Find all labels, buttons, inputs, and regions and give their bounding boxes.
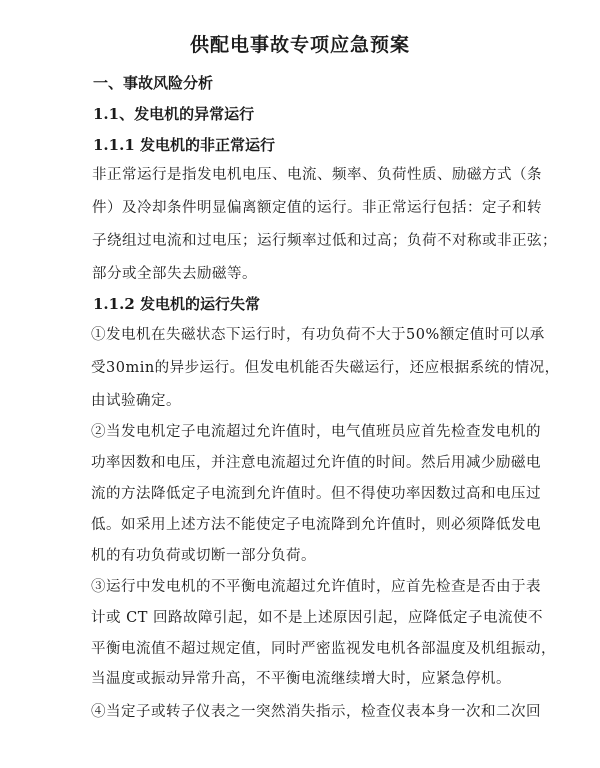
paragraph-2-line-3: 由试验确定。 <box>91 393 181 409</box>
paragraph-1-line-1: 非正常运行是指发电机电压、电流、频率、负荷性质、励磁方式（条 <box>92 167 542 183</box>
section-heading-1-1-2: 1.1.2 发电机的运行失常 <box>93 295 260 313</box>
paragraph-2-line-1: ①发电机在失磁状态下运行时，有功负荷不大于50%额定值时可以承 <box>91 327 545 343</box>
paragraph-3-line-2: 功率因数和电压，并注意电流超过允许值的时间。然后用减少励磁电 <box>91 455 541 471</box>
paragraph-5-line-1: ④当定子或转子仪表之一突然消失指示，检查仪表本身一次和二次回 <box>91 704 541 720</box>
paragraph-2-line-2: 受30min的异步运行。但发电机能否失磁运行，还应根据系统的情况， <box>91 360 560 376</box>
paragraph-4-line-2: 计或 CT 回路故障引起，如不是上述原因引起，应降低定子电流使不 <box>91 610 543 626</box>
paragraph-3-line-5: 机的有功负荷或切断一部分负荷。 <box>91 548 316 564</box>
paragraph-3-line-4: 低。如采用上述方法不能使定子电流降到允许值时，则必须降低发电 <box>91 517 541 533</box>
paragraph-4-line-4: 当温度或振动异常升高，不平衡电流继续增大时，应紧急停机。 <box>91 671 511 687</box>
paragraph-3-line-1: ②当发电机定子电流超过允许值时，电气值班员应首先检查发电机的 <box>91 424 541 440</box>
document-title: 供配电事故专项应急预案 <box>189 34 410 56</box>
paragraph-3-line-3: 流的方法降低定子电流到允许值时。但不得使功率因数过高和电压过 <box>91 486 541 502</box>
section-heading-1-1: 1.1、发电机的异常运行 <box>93 105 255 123</box>
paragraph-1-line-4: 部分或全部失去励磁等。 <box>92 266 257 282</box>
paragraph-1-line-2: 件）及冷却条件明显偏离额定值的运行。非正常运行包括：定子和转 <box>92 200 542 216</box>
section-heading-1: 一、事故风险分析 <box>93 74 214 92</box>
paragraph-4-line-1: ③运行中发电机的不平衡电流超过允许值时，应首先检查是否由于表 <box>91 579 541 595</box>
paragraph-4-line-3: 平衡电流值不超过规定值，同时严密监视发电机各部温度及机组振动， <box>91 641 556 657</box>
section-heading-1-1-1: 1.1.1 发电机的非正常运行 <box>93 136 275 154</box>
paragraph-1-line-3: 子绕组过电流和过电压；运行频率过低和过高；负荷不对称或非正弦； <box>92 233 557 249</box>
